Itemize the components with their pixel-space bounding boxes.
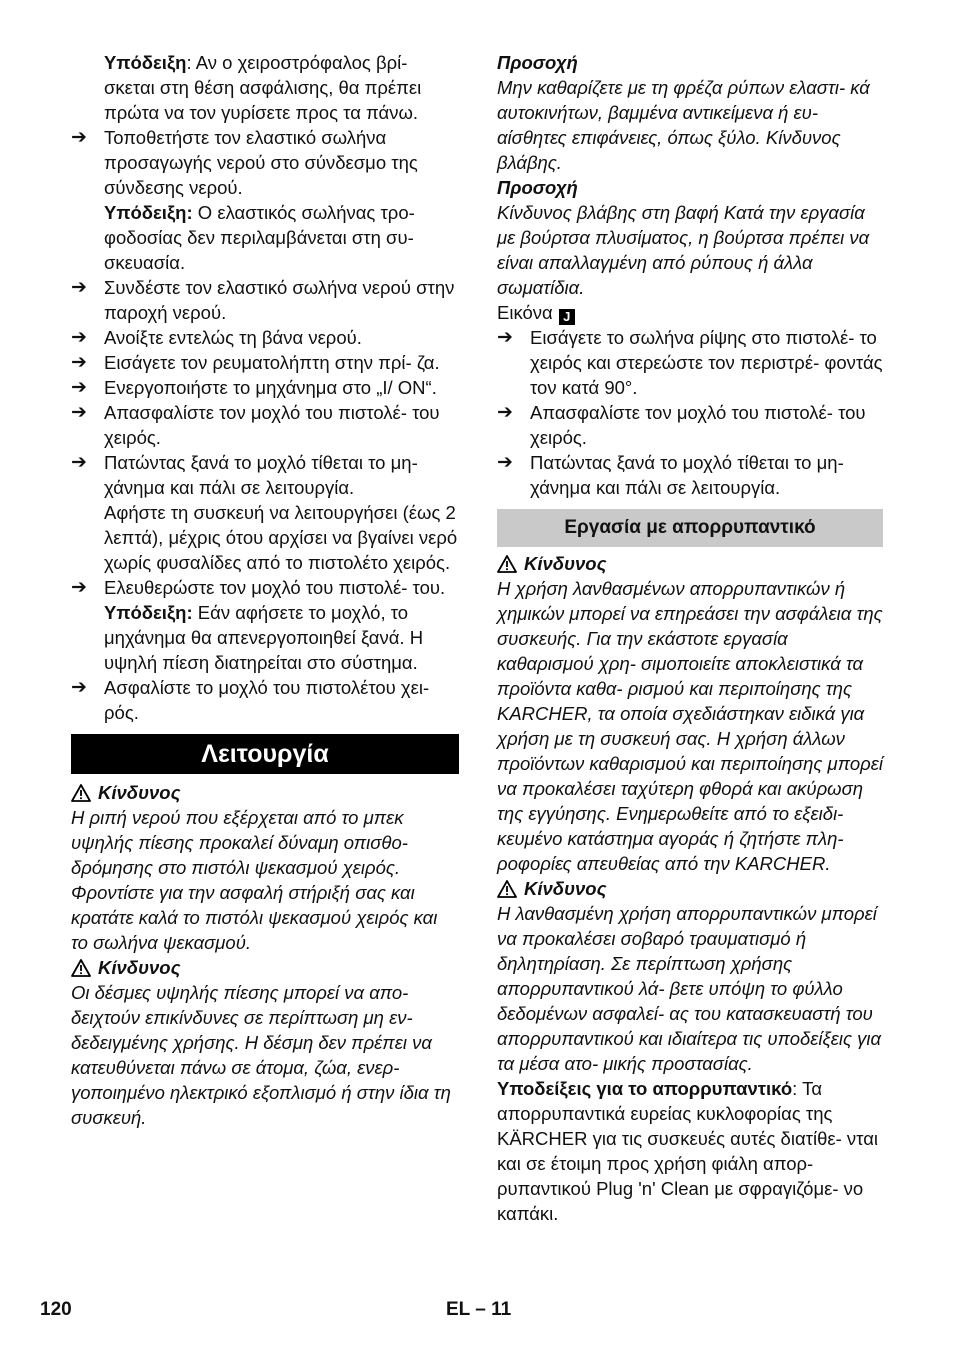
arrow-right-icon: ➔ — [71, 377, 87, 398]
language-code: EL — [446, 1299, 470, 1320]
step-text: Συνδέστε τον ελαστικό σωλήνα νερού στην παροχή νερού. — [104, 277, 455, 323]
page-number: 120 — [40, 1299, 72, 1320]
footer-language — [446, 1298, 511, 1322]
step-text: Εισάγετε το σωλήνα ρίψης στο πιστολέ- το χειρός και στερεώστε τον περιστρέ- φοντάς τον κατά 90°. — [530, 327, 883, 398]
step-text: Ενεργοποιήστε το μηχάνημα στο „I/ ON“. — [104, 377, 437, 398]
arrow-right-icon: ➔ — [71, 127, 87, 148]
instruction-step — [71, 275, 459, 325]
danger-text: Η χρήση λανθασμένων απορρυπαντικών ή χημικών μπορεί να επηρεάσει την ασφάλεια της συσκευής. Για την εκάστοτε εργασία καθαρισμού χρη- σιμοποιείτε αποκλειστικά τα προϊόντα καθα- ρισμού και περιποίησης της KARCHER, τα οποία σχεδιάστηκαν ειδικά για χρήση με τη συσκευή σας. Η χρήση άλλων προϊόντων καθαρισμού και περιποίησης μπορεί να προκαλέσει ταχύτερη φθορά και ακύρωση της εγγύησης. Ενημερωθείτε από το εξειδι- κευμένο κατάστημα αγοράς ή ζητήστε πλη- ροφορίες απευθείας από την KARCHER. — [497, 578, 883, 874]
caution-label: Προσοχή — [497, 52, 578, 73]
arrow-right-icon: ➔ — [71, 402, 87, 423]
hint-text: Εάν αφήσετε το μοχλό, το μηχάνημα θα απενεργοποιηθεί ξανά. Η υψηλή πίεση διατηρείται στο σύστημα. — [104, 602, 424, 673]
step-text: Πατώντας ξανά το μοχλό τίθεται το μη- χάνημα και πάλι σε λειτουργία. — [104, 452, 418, 498]
step-text: Ελευθερώστε τον μοχλό του πιστολέ- του. — [104, 577, 446, 598]
arrow-right-icon: ➔ — [71, 352, 87, 373]
danger-text: Οι δέσμες υψηλής πίεσης μπορεί να απο- δειχτούν επικίνδυνες σε περίπτωση μη εν- δεδειγμένης χρήσης. Η δέσμη δεν πρέπει να κατευθύνεται πάνω σε άτομα, ζώα, ενερ- γοποιημένο ηλεκτρικό εξοπλισμό ή στην ίδια τη συσκευή. — [71, 982, 451, 1128]
step-text: Τοποθετήστε τον ελαστικό σωλήνα προσαγωγής νερού στο σύνδεσμο της σύνδεσης νερού. — [104, 127, 418, 198]
instruction-step — [71, 125, 459, 200]
instruction-step — [497, 450, 883, 500]
left-column — [71, 50, 459, 1130]
arrow-right-icon: ➔ — [71, 277, 87, 298]
danger-label: Κίνδυνος — [524, 878, 607, 899]
danger-text: Η ριπή νερού που εξέρχεται από το μπεκ υψηλής πίεσης προκαλεί δύναμη οπισθο- δρόμησης στο πιστόλι ψεκασμού χειρός. Φροντίστε για την ασφαλή στήριξή σας και κρατάτε καλά το πιστόλι ψεκασμού χειρός και το σωλήνα ψεκασμού. — [71, 807, 438, 953]
section-heading: Εργασία με απορρυπαντικό — [497, 509, 883, 547]
instruction-step — [71, 375, 459, 400]
step-text: Ασφαλίστε το μοχλό του πιστολέτου χει- ρός. — [104, 677, 430, 723]
instruction-step — [71, 450, 459, 500]
warning-triangle-icon — [497, 555, 517, 573]
step-text: Ανοίξτε εντελώς τη βάνα νερού. — [104, 327, 362, 348]
detergent-hint-paragraph — [497, 1076, 883, 1226]
danger-label: Κίνδυνος — [98, 957, 181, 978]
step-note: Αφήστε τη συσκευή να λειτουργήσει (έως 2 λεπτά), μέχρις ότου αρχίσει να βγαίνει νερό χωρίς φυσαλίδες από το πιστολέτο χειρός. — [104, 502, 458, 573]
step-text: Εισάγετε τον ρευματολήπτη στην πρί- ζα. — [104, 352, 440, 373]
danger-heading — [497, 551, 883, 576]
hint-paragraph — [71, 200, 459, 275]
step-text: Απασφαλίστε τον μοχλό του πιστολέ- του χειρός. — [530, 402, 866, 448]
instruction-step — [497, 325, 883, 400]
danger-heading — [71, 955, 459, 980]
instruction-step — [71, 400, 459, 450]
hint-text: Ο ελαστικός σωλήνας τρο- φοδοσίας δεν περιλαμβάνεται στη συ- σκευασία. — [104, 202, 415, 273]
figure-label: Εικόνα — [497, 302, 553, 323]
warning-triangle-icon — [71, 959, 91, 977]
hint-text: : Τα απορρυπαντικά ευρείας κυκλοφορίας της KÄRCHER για τις συσκευές αυτές διατίθε- νται και σε έτοιμη προς χρήση φιάλη απορ- ρυπαντικού Plug 'n' Clean με σφραγιζόμε- νο καπάκι. — [497, 1078, 879, 1224]
hint-paragraph — [71, 50, 459, 125]
warning-triangle-icon — [497, 880, 517, 898]
danger-text: Η λανθασμένη χρήση απορρυπαντικών μπορεί να προκαλέσει σοβαρό τραυματισμό ή δηλητηρίαση. Σε περίπτωση χρήσης απορρυπαντικού λά- βετε υπόψη το φύλλο δεδομένων ασφαλεί- ας του κατασκευαστή του απορρυπαντικού και ιδιαίτερα τις υποδείξεις για τα μέσα ατο- μικής προστασίας. — [497, 903, 882, 1074]
hint-label: Υπόδειξη: — [104, 202, 193, 223]
arrow-right-icon: ➔ — [71, 452, 87, 473]
arrow-right-icon: ➔ — [497, 327, 513, 348]
danger-label: Κίνδυνος — [524, 553, 607, 574]
instruction-step — [71, 675, 459, 725]
arrow-right-icon: ➔ — [497, 452, 513, 473]
hint-label: Υπόδειξη — [104, 52, 187, 73]
step-text: Πατώντας ξανά το μοχλό τίθεται το μη- χάνημα και πάλι σε λειτουργία. — [530, 452, 844, 498]
figure-reference — [497, 300, 883, 325]
caution-label: Προσοχή — [497, 177, 578, 198]
caution-text: Κίνδυνος βλάβης στη βαφή Κατά την εργασία με βούρτσα πλυσίματος, η βούρτσα πρέπει να είναι απαλλαγμένη από ρύπους ή άλλα σωματίδια. — [497, 202, 870, 298]
section-heading: Λειτουργία — [71, 734, 459, 774]
caution-text: Μην καθαρίζετε με τη φρέζα ρύπων ελαστι- κά αυτοκινήτων, βαμμένα αντικείμενα ή ευ- αίσθητες επιφάνειες, όπως ξύλο. Κίνδυνος βλάβης. — [497, 77, 870, 173]
hint-label: Υποδείξεις για το απορρυπαντικό — [497, 1078, 793, 1099]
danger-heading — [71, 780, 459, 805]
step-text: Απασφαλίστε τον μοχλό του πιστολέ- του χειρός. — [104, 402, 440, 448]
right-column — [497, 50, 883, 1226]
section-page-number: – 11 — [475, 1299, 512, 1320]
danger-heading — [497, 876, 883, 901]
arrow-right-icon: ➔ — [71, 577, 87, 598]
hint-paragraph — [71, 600, 459, 675]
hint-text: : Αν ο χειροστρόφαλος βρί- σκεται στη θέση ασφάλισης, θα πρέπει πρώτα να τον γυρίσετε προς τα πάνω. — [104, 52, 422, 123]
hint-label: Υπόδειξη: — [104, 602, 193, 623]
instruction-step — [71, 575, 459, 600]
warning-triangle-icon — [71, 784, 91, 802]
arrow-right-icon: ➔ — [71, 677, 87, 698]
instruction-step — [71, 325, 459, 350]
arrow-right-icon: ➔ — [497, 402, 513, 423]
figure-letter-badge: J — [559, 309, 575, 325]
arrow-right-icon: ➔ — [71, 327, 87, 348]
instruction-step — [497, 400, 883, 450]
instruction-step — [71, 350, 459, 375]
danger-label: Κίνδυνος — [98, 782, 181, 803]
